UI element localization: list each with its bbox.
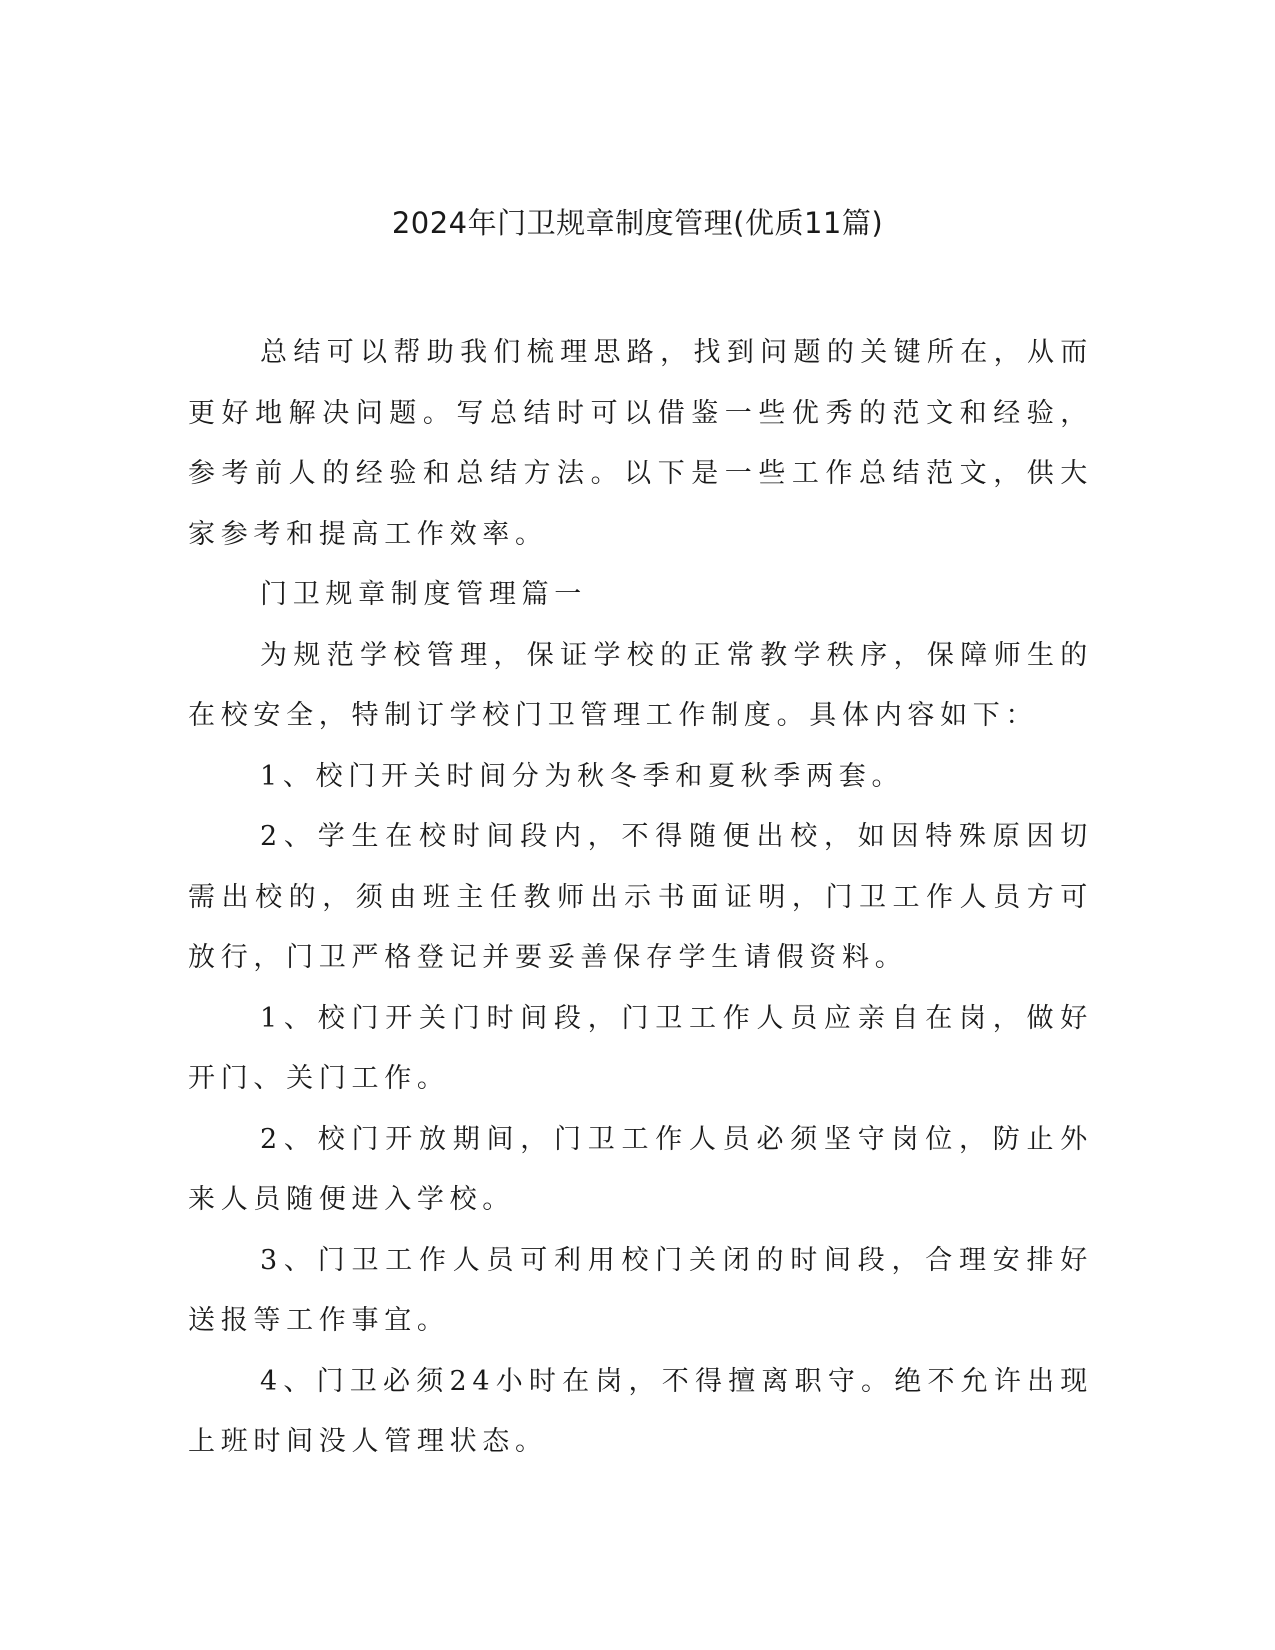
list-item: 1、校门开关门时间段，门卫工作人员应亲自在岗，做好开门、关门工作。 — [188, 1002, 1093, 1094]
paragraph: 为规范学校管理，保证学校的正常教学秩序，保障师生的在校安全，特制订学校门卫管理工作制度。具体内容如下： — [188, 639, 1093, 731]
document-title: 2024年门卫规章制度管理(优质11篇) — [391, 206, 884, 240]
list-item: 2、校门开放期间，门卫工作人员必须坚守岗位，防止外来人员随便进入学校。 — [188, 1123, 1093, 1215]
document-body — [188, 323, 1093, 1473]
list-item: 3、门卫工作人员可利用校门关闭的时间段，合理安排好送报等工作事宜。 — [188, 1244, 1093, 1336]
list-item: 1、校门开关时间分为秋冬季和夏秋季两套。 — [260, 760, 905, 792]
list-item: 2、学生在校时间段内，不得随便出校，如因特殊原因切需出校的，须由班主任教师出示书面证明，门卫工作人员方可放行，门卫严格登记并要妥善保存学生请假资料。 — [188, 821, 1093, 973]
intro-paragraph: 总结可以帮助我们梳理思路，找到问题的关键所在，从而更好地解决问题。写总结时可以借鉴一些优秀的范文和经验，参考前人的经验和总结方法。以下是一些工作总结范文，供大家参考和提高工作效率。 — [188, 337, 1093, 550]
list-item: 4、门卫必须24小时在岗，不得擅离职守。绝不允许出现上班时间没人管理状态。 — [188, 1365, 1093, 1457]
section-heading: 门卫规章制度管理篇一 — [260, 579, 587, 610]
